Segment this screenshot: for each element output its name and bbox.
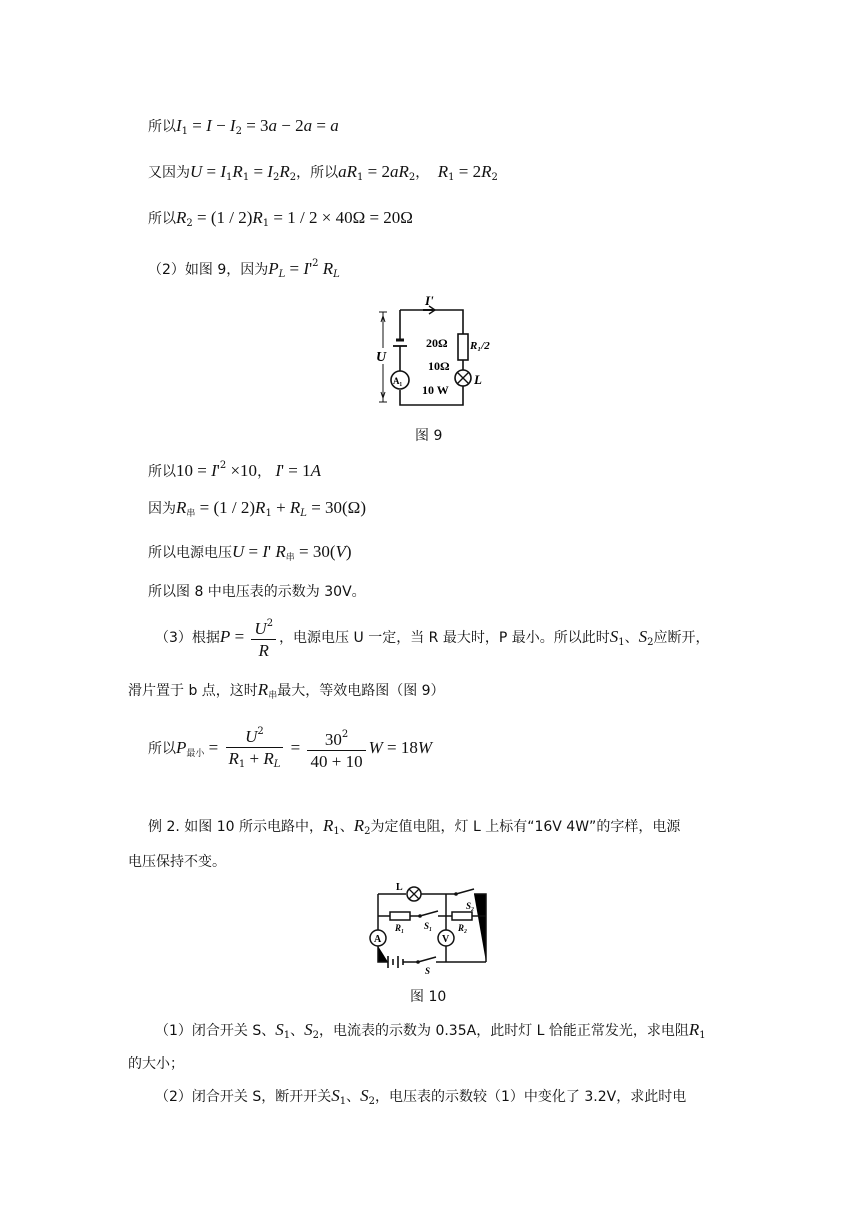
example-2-text: 例 2. 如图 10 所示电路中，$R_1$、$R_2$为定值电阻，灯 L 上标有“16V 4W”的字样，电源 (148, 816, 681, 837)
eq-r-series: 因为$R_串 = (1 / 2)R_1 + R_L = 30(\Omega)$ (148, 498, 366, 519)
resistor-r2-icon (452, 912, 472, 920)
eq-source-voltage: 所以电源电压U = I' $R_串 = 30(V)$ (148, 542, 352, 563)
svg-text:S₂: S₂ (466, 901, 475, 911)
question-1-cont: 的大小； (128, 1056, 184, 1072)
svg-text:V: V (442, 934, 450, 945)
eq-pl: （2）如图 9，因为$P_L = I'^2$ $R_L$ (148, 258, 340, 280)
resistor-value-label: 20Ω (426, 336, 448, 350)
svg-text:L: L (396, 882, 403, 893)
conclusion-voltmeter: 所以图 8 中电压表的示数为 30V。 (148, 584, 366, 600)
switch-s-icon (418, 957, 436, 962)
eq-r2: 所以$R_2 = (1 / 2)R_1 = 1 / 2 \times 40\Omega = 20\Omega$ (148, 208, 413, 229)
question-1: （1）闭合开关 S、$S_1$、$S_2$，电流表的示数为 0.35A，此时灯 L 恰能正常发光，求电阻$R_1$ (155, 1020, 706, 1041)
svg-text:A: A (374, 934, 382, 945)
resistor-name-label: R₁/2 (470, 340, 490, 352)
question-2: （2）闭合开关 S，断开开关$S_1$、$S_2$，电压表的示数较（1）中变化了 3.2V，求此时电 (155, 1086, 687, 1107)
eq-power-formula: （3）根据P = $\frac{U^2}{R}$ ，电源电压 U 一定，当 R 最大时，P 最小。所以此时$S_1$、$S_2$应断开， (155, 614, 709, 662)
voltage-label: U (376, 350, 387, 365)
eq-current: 所以$10 = I'^2 \times 10$， I' = 1A (148, 460, 322, 480)
svg-text:R₂: R₂ (458, 923, 468, 933)
eq-i1: 所以$I_1 = I - I_2 = 3a - 2a = a$ (148, 116, 339, 137)
resistor-r1-half (458, 334, 468, 360)
example-2-text-cont: 电压保持不变。 (128, 854, 226, 870)
figure-9-circuit (365, 292, 510, 412)
lamp-power-label: 10 W (422, 383, 449, 397)
figure-10-circuit (362, 878, 494, 978)
lamp-resistance-label: 10Ω (428, 359, 450, 373)
slider-position-text: 滑片置于 b 点，这时$R_串$最大，等效电路图（图 9） (128, 680, 445, 701)
figure-10-caption: 图 10 (410, 989, 447, 1005)
svg-text:R₁: R₁ (395, 923, 405, 933)
lamp-name-label: L (474, 372, 482, 387)
svg-text:S₁: S₁ (424, 921, 433, 931)
battery-icon (388, 956, 403, 968)
switch-s1-icon (420, 911, 438, 916)
switch-s2-icon (456, 889, 474, 894)
figure-9-caption: 图 9 (415, 428, 443, 444)
resistor-r1-icon (390, 912, 410, 920)
eq-p-min: 所以$P_{最小}$ = $\frac{U^2}{R_1 + R_L}$ = $\frac{30^2}{40 + 10}$ W = 18W (148, 722, 432, 776)
current-label: I' (425, 293, 434, 308)
eq-resistance-ratio: 又因为$U = I_1R_1 = I_2R_2$，所以$aR_1 = 2aR_2$， $R_1 = 2R_2$ (148, 162, 498, 183)
svg-text:S: S (425, 966, 431, 976)
ammeter-label: A₁ (393, 376, 403, 386)
